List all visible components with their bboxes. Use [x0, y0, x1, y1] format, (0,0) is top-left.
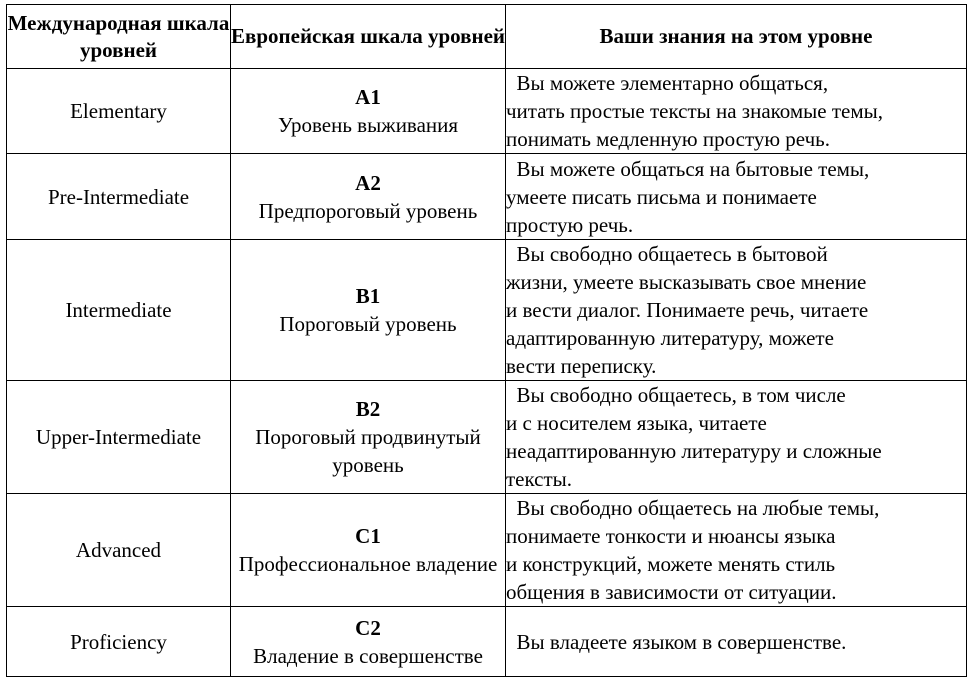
description-line: понимать медленную простую речь. — [506, 127, 830, 151]
european-level-cell — [231, 381, 506, 494]
description-line: Вы владеете языком в совершенстве. — [506, 629, 847, 654]
european-level-cell — [231, 154, 506, 240]
european-level-code: B1 — [355, 284, 381, 308]
description-line: простую речь. — [506, 212, 634, 237]
level-description — [506, 240, 967, 381]
european-level-name: Предпороговый уровень — [258, 198, 478, 223]
european-level-code: A1 — [355, 85, 381, 109]
description-line: умеете писать письма и понимаете — [506, 184, 817, 209]
header-international-scale: Международная шкала уровней — [7, 5, 231, 69]
european-level-name: Пороговый уровень — [279, 312, 457, 336]
description-line: общения в зависимости от ситуации. — [506, 580, 837, 604]
description-line: и вести диалог. Понимаете речь, читаете — [506, 298, 869, 322]
table-row — [7, 240, 967, 381]
european-level-cell — [231, 240, 506, 381]
table-header-row — [7, 5, 967, 69]
level-description — [506, 494, 967, 607]
european-level-name: Владение в совершенстве — [253, 643, 483, 668]
european-level-code: C2 — [355, 615, 381, 640]
table-row — [7, 154, 967, 240]
level-description — [506, 607, 967, 677]
header-european-scale: Европейская шкала уровней — [231, 5, 506, 69]
european-level-cell — [231, 494, 506, 607]
level-description — [506, 154, 967, 240]
description-line: жизни, умеете высказывать свое мнение — [506, 270, 867, 294]
description-line: Вы можете элементарно общаться, — [506, 71, 829, 95]
european-level-code: A2 — [355, 170, 381, 195]
description-line: адаптированную литературу, можете — [506, 326, 834, 350]
description-line: читать простые тексты на знакомые темы, — [506, 99, 884, 123]
european-level-code: C1 — [355, 524, 381, 548]
description-line: тексты. — [506, 467, 573, 491]
european-level-cell — [231, 69, 506, 154]
description-line: и с носителем языка, читаете — [506, 411, 767, 435]
description-line: понимаете тонкости и нюансы языка — [506, 524, 836, 548]
table-row — [7, 494, 967, 607]
level-description — [506, 69, 967, 154]
table-row — [7, 607, 967, 677]
international-level: Advanced — [7, 494, 231, 607]
description-line: Вы свободно общаетесь на любые темы, — [506, 496, 880, 520]
header-your-knowledge: Ваши знания на этом уровне — [506, 5, 967, 69]
level-description — [506, 381, 967, 494]
table-row — [7, 69, 967, 154]
language-levels-table — [6, 4, 967, 677]
international-level: Elementary — [7, 69, 231, 154]
description-line: Вы свободно общаетесь в бытовой — [506, 242, 828, 266]
description-line: и конструкций, можете менять стиль — [506, 552, 836, 576]
international-level: Intermediate — [7, 240, 231, 381]
international-level: Upper-Intermediate — [7, 381, 231, 494]
description-line: Вы свободно общаетесь, в том числе — [506, 383, 846, 407]
european-level-name: Профессиональное владение — [238, 552, 498, 576]
description-line: вести переписку. — [506, 354, 657, 378]
international-level: Proficiency — [7, 607, 231, 677]
european-level-cell — [231, 607, 506, 677]
international-level: Pre-Intermediate — [7, 154, 231, 240]
description-line: неадаптированную литературу и сложные — [506, 439, 882, 463]
european-level-name: Уровень выживания — [277, 113, 459, 137]
european-level-code: B2 — [355, 397, 381, 421]
description-line: Вы можете общаться на бытовые темы, — [506, 156, 870, 181]
table-row — [7, 381, 967, 494]
european-level-name: Пороговый продвинутый уровень — [255, 425, 481, 477]
